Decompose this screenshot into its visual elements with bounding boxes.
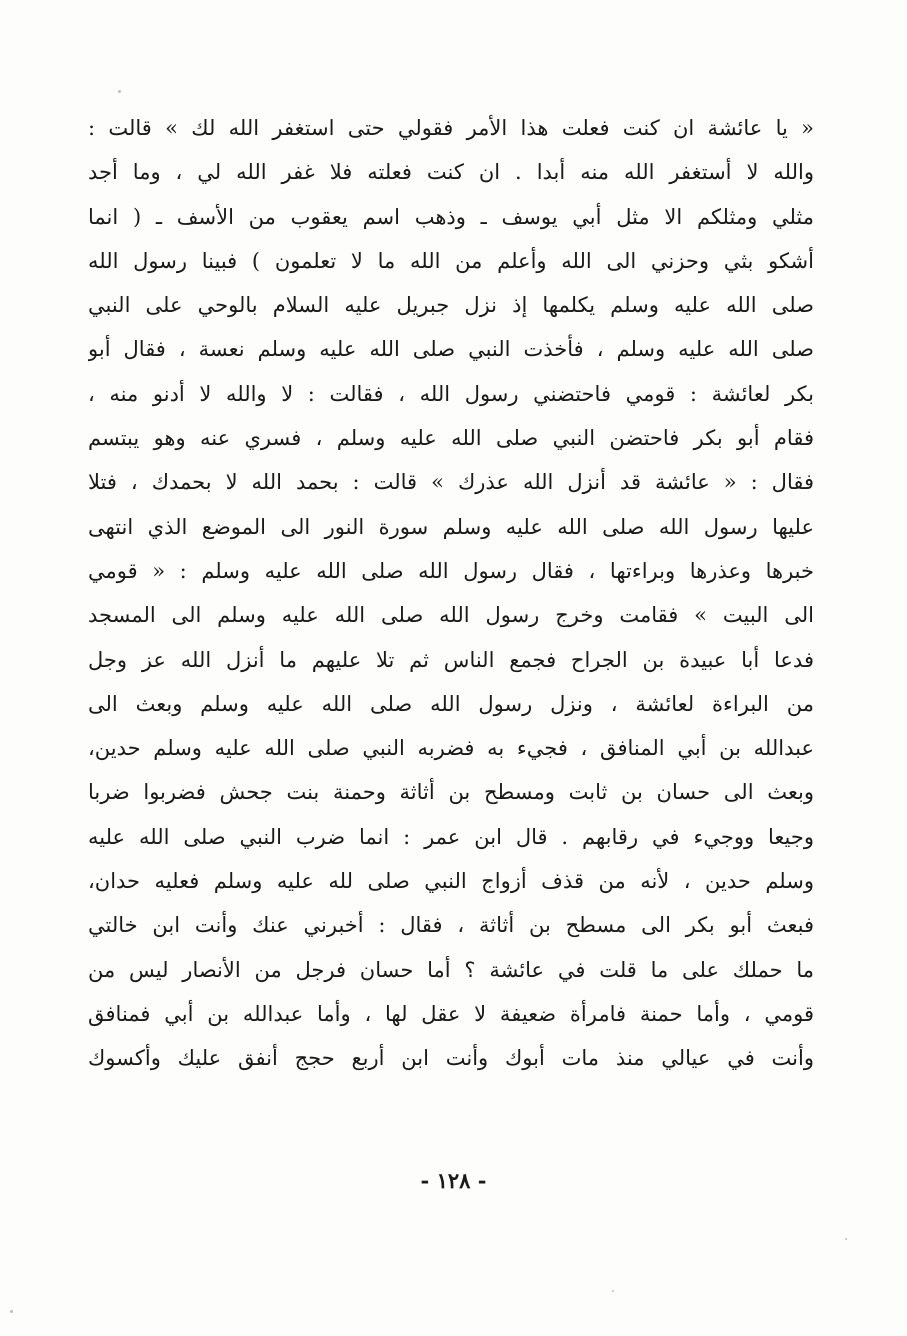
text-line: خبرها وعذرها وبراءتها ، فقال رسول الله صلى الله عليه وسلم : « قومي [88,558,814,583]
text-line: « يا عائشة ان كنت فعلت هذا الأمر فقولي حتى استغفر الله لك » قالت : [88,116,814,140]
scan-speck [845,1238,847,1240]
text-line: عبدالله بن أبي المنافق ، فجيء به فضربه النبي صلى الله عليه وسلم حدين، [88,736,814,761]
text-line: عليها رسول الله صلى الله عليه وسلم سورة النور الى الموضع الذي انتهى [88,514,814,539]
text-line: فقام أبو بكر فاحتضن النبي صلى الله عليه وسلم ، فسري عنه وهو يبتسم [88,426,814,451]
text-line: والله لا أستغفر الله منه أبدا . ان كنت فعلته فلا غفر الله لي ، وما أجد [88,160,814,185]
scan-speck [612,1290,614,1292]
text-line: أشكو بثي وحزني الى الله وأعلم من الله ما لا تعلمون ) فبينا رسول الله [88,248,814,273]
text-line: مثلي ومثلكم الا مثل أبي يوسف ـ وذهب اسم يعقوب من الأسف ـ ( انما [88,204,814,229]
scan-speck [10,1310,13,1313]
text-line: قومي ، وأما حمنة فامرأة ضعيفة لا عقل لها ، وأما عبدالله بن أبي فمنافق [88,1001,814,1026]
text-line: فبعث أبو بكر الى مسطح بن أثاثة ، فقال : أخبرني عنك وأنت ابن خالتي [88,913,814,938]
body-text [88,106,814,1081]
text-line: بكر لعائشة : قومي فاحتضني رسول الله ، فقالت : لا والله لا أدنو منه ، [88,381,814,406]
text-line: صلى الله عليه وسلم يكلمها إذ نزل جبريل عليه السلام بالوحي على النبي [88,293,814,318]
text-line: وبعث الى حسان بن ثابت ومسطح بن أثاثة وحمنة بنت جحش فضربوا ضربا [88,780,814,805]
page-number: - ١٢٨ - [420,1168,487,1193]
scan-speck [118,90,121,93]
text-line: وسلم حدين ، لأنه من قذف أزواج النبي صلى لله عليه وسلم فعليه حدان، [88,869,814,894]
text-line: من البراءة لعائشة ، ونزل رسول الله صلى الله عليه وسلم وبعث الى [88,691,814,716]
text-line: ما حملك على ما قلت في عائشة ؟ أما حسان فرجل من الأنصار ليس من [88,957,814,982]
text-line: فدعا أبا عبيدة بن الجراح فجمع الناس ثم تلا عليهم ما أنزل الله عز وجل [88,647,814,672]
text-line: وأنت في عيالي منذ مات أبوك وأنت ابن أربع حجج أنفق عليك وأكسوك [88,1046,814,1071]
text-line: صلى الله عليه وسلم ، فأخذت النبي صلى الله عليه وسلم نعسة ، فقال أبو [88,337,814,362]
text-line: وجيعا ووجيء في رقابهم . قال ابن عمر : انما ضرب النبي صلى الله عليه [88,824,814,849]
text-line: فقال : « عائشة قد أنزل الله عذرك » قالت : بحمد الله لا بحمدك ، فتلا [88,470,814,495]
text-line: الى البيت » فقامت وخرج رسول الله صلى الله عليه وسلم الى المسجد [88,603,814,628]
